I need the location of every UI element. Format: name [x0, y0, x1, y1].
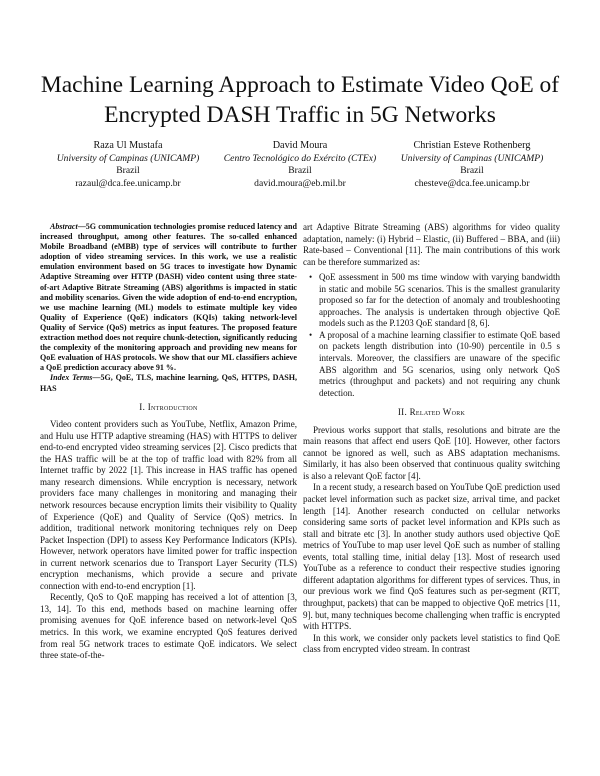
author-country: Brazil — [288, 165, 312, 176]
related-paragraph-3: In this work, we consider only packets level statistics to find QoE class from encrypted video stream. In contrast — [303, 632, 560, 655]
abstract-text: —5G communication technologies promise reduced latency and increased throughput, among other features. The so-called enhanced Mobile Broadband (eMBB) type of services will contribute to further adoption of video streaming services. In this work, we use a realistic emulation environment based on 5G traces to investigate how Dynamic Adaptive Streaming over HTTP (DASH) video content using three state-of-art Adaptive Bitrate Streaming (ABS) algorithms is impacted in static and mobility scenarios. Given the wide adoption of end-to-end encryption, we use machine learning (ML) models to estimate multiple key video Quality of Experience (QoE) indicators (KQIs) taking network-level Quality of Service (QoS) metrics as input features. The proposed feature extraction method does not require chunk-detection, significantly reducing the complexity of the monitoring approach and providing new means for QoE evaluation of HAS protocols. We show that our ML classifiers achieve a QoE prediction accuracy above 91 %. — [40, 222, 297, 373]
intro-paragraph-1: Video content providers such as YouTube, Netflix, Amazon Prime, and Hulu use HTTP adaptive streaming (HAS) with HTTPS to deliver end-to-end encrypted video streaming services [2]. Cisco predicts that the HAS traffic will be at the top of traffic load with 82% from all Internet traffic by 2022 [1]. This increase in HAS traffic has opened many research dimensions. While encryption is necessary, network providers face many challenges in monitoring and managing their network resources because encryption limits their visibility to Quality of Experience (QoE) and Quality of Service (QoS) metrics. In addition, traditional network monitoring techniques rely on Deep Packet Inspection (DPI) to assess Key Performance Indicators (KPIs). However, network operators have limited power for traffic inspection in current network scenarios due to Transport Layer Security (TLS) encryption mechanisms, which provide a secure and private connection with end-to-end encryption [1]. — [40, 419, 297, 591]
author-1 — [40, 140, 216, 190]
related-paragraph-2: In a recent study, a research based on YouTube QoE prediction used packet level information such as packet size, arrival time, and packet length [14]. Another research conducted on cellular networks considering same sorts of packet level information and KPIs such as stall and bitrate etc [3]. In another study authors used objective QoE metrics of YouTube to map user level QoE such as number of stalling events, total stalling time, initial delay [13]. Most of research used YouTube as a reference to conduct their respective studies ignoring different adaptation algorithms for different types of services. Thus, in our previous work we find QoS features such as per-segment (RTT, throughput, packets) that can be mapped to objective QoE metrics [11, 9]. but, many techniques become challenging when traffic is encrypted with HTTPS. — [303, 482, 560, 632]
author-name: David Moura — [272, 140, 328, 151]
bullet-icon: • — [309, 329, 313, 340]
paper-title: Machine Learning Approach to Estimate Video QoE of Encrypted DASH Traffic in 5G Networks — [40, 72, 560, 128]
intro-paragraph-continued: art Adaptive Bitrate Streaming (ABS) algorithms for video quality adaptation, namely: (i) Hybrid – Elastic, (ii) Buffered – BBA, and (iii) Rate-based – Conventional [11]. The main contributions of this work can be therefore summarized as: — [303, 222, 560, 267]
author-email: razaul@dca.fee.unicamp.br — [75, 177, 181, 189]
author-email: david.moura@eb.mil.br — [254, 177, 346, 189]
author-country: Brazil — [116, 165, 140, 176]
author-name: Christian Esteve Rothenberg — [413, 140, 531, 151]
author-3 — [384, 140, 560, 190]
section-number: II. — [397, 407, 407, 418]
list-item-text: QoE assessment in 500 ms time window with varying bandwidth in static and mobile 5G scenarios. This is the smallest granularity proposed so far for the detection of anomaly and troubleshooting approaches. The analysis is undertaken through objective QoE models such as the P.1203 QoE standard [8, 6]. — [319, 272, 560, 329]
section-heading-related-work — [303, 407, 560, 419]
related-paragraph-1: Previous works support that stalls, resolutions and bitrate are the main reasons that affect end users QoE [10]. However, other factors cannot be ignored as well, such as ABS adaptation mechanisms. Similarly, it has also been observed that continuous quality switching is also a relevant QoE factor [4]. — [303, 424, 560, 481]
section-title: Introduction — [147, 401, 198, 412]
list-item-text: A proposal of a machine learning classifier to estimate QoE based on packets length distribution into (10-90) percentile in 0.5 s intervals. Moreover, the classifiers are unaware of the specific ABS algorithm and 5G scenarios, using only network QoS metrics (throughput and packets) and not requiring any chunk detection. — [319, 329, 560, 398]
section-number: I. — [139, 401, 146, 412]
author-name: Raza Ul Mustafa — [93, 140, 163, 151]
section-title: Related Work — [409, 407, 466, 418]
list-item — [303, 330, 560, 399]
author-affiliation: Centro Tecnológico do Exército (CTEx) — [223, 152, 377, 164]
author-affiliation: University of Campinas (UNICAMP) — [400, 152, 544, 164]
abstract — [40, 222, 297, 394]
right-column — [303, 222, 560, 656]
left-column — [40, 222, 297, 662]
contributions-list — [303, 272, 560, 399]
intro-paragraph-2: Recently, QoS to QoE mapping has received a lot of attention [3, 13, 14]. To this end, methods based on machine learning offer promising avenues for QoE inference based on network-level QoS metrics. In this work, we examine encrypted QoS features derived from real 5G network traces to estimate QoE indicators. We select three state-of-the- — [40, 592, 297, 661]
author-country: Brazil — [460, 165, 484, 176]
author-2 — [212, 140, 388, 190]
author-email: chesteve@dca.fee.unicamp.br — [414, 177, 530, 189]
section-heading-introduction — [40, 402, 297, 414]
index-terms-label: Index Terms — [50, 373, 93, 383]
list-item — [303, 272, 560, 330]
abstract-label: Abstract — [50, 222, 78, 231]
bullet-icon: • — [309, 272, 313, 283]
index-terms-text: —5G, QoE, TLS, machine learning, QoS, HTTPS, DASH, HAS — [40, 373, 298, 393]
author-affiliation: University of Campinas (UNICAMP) — [56, 152, 200, 164]
